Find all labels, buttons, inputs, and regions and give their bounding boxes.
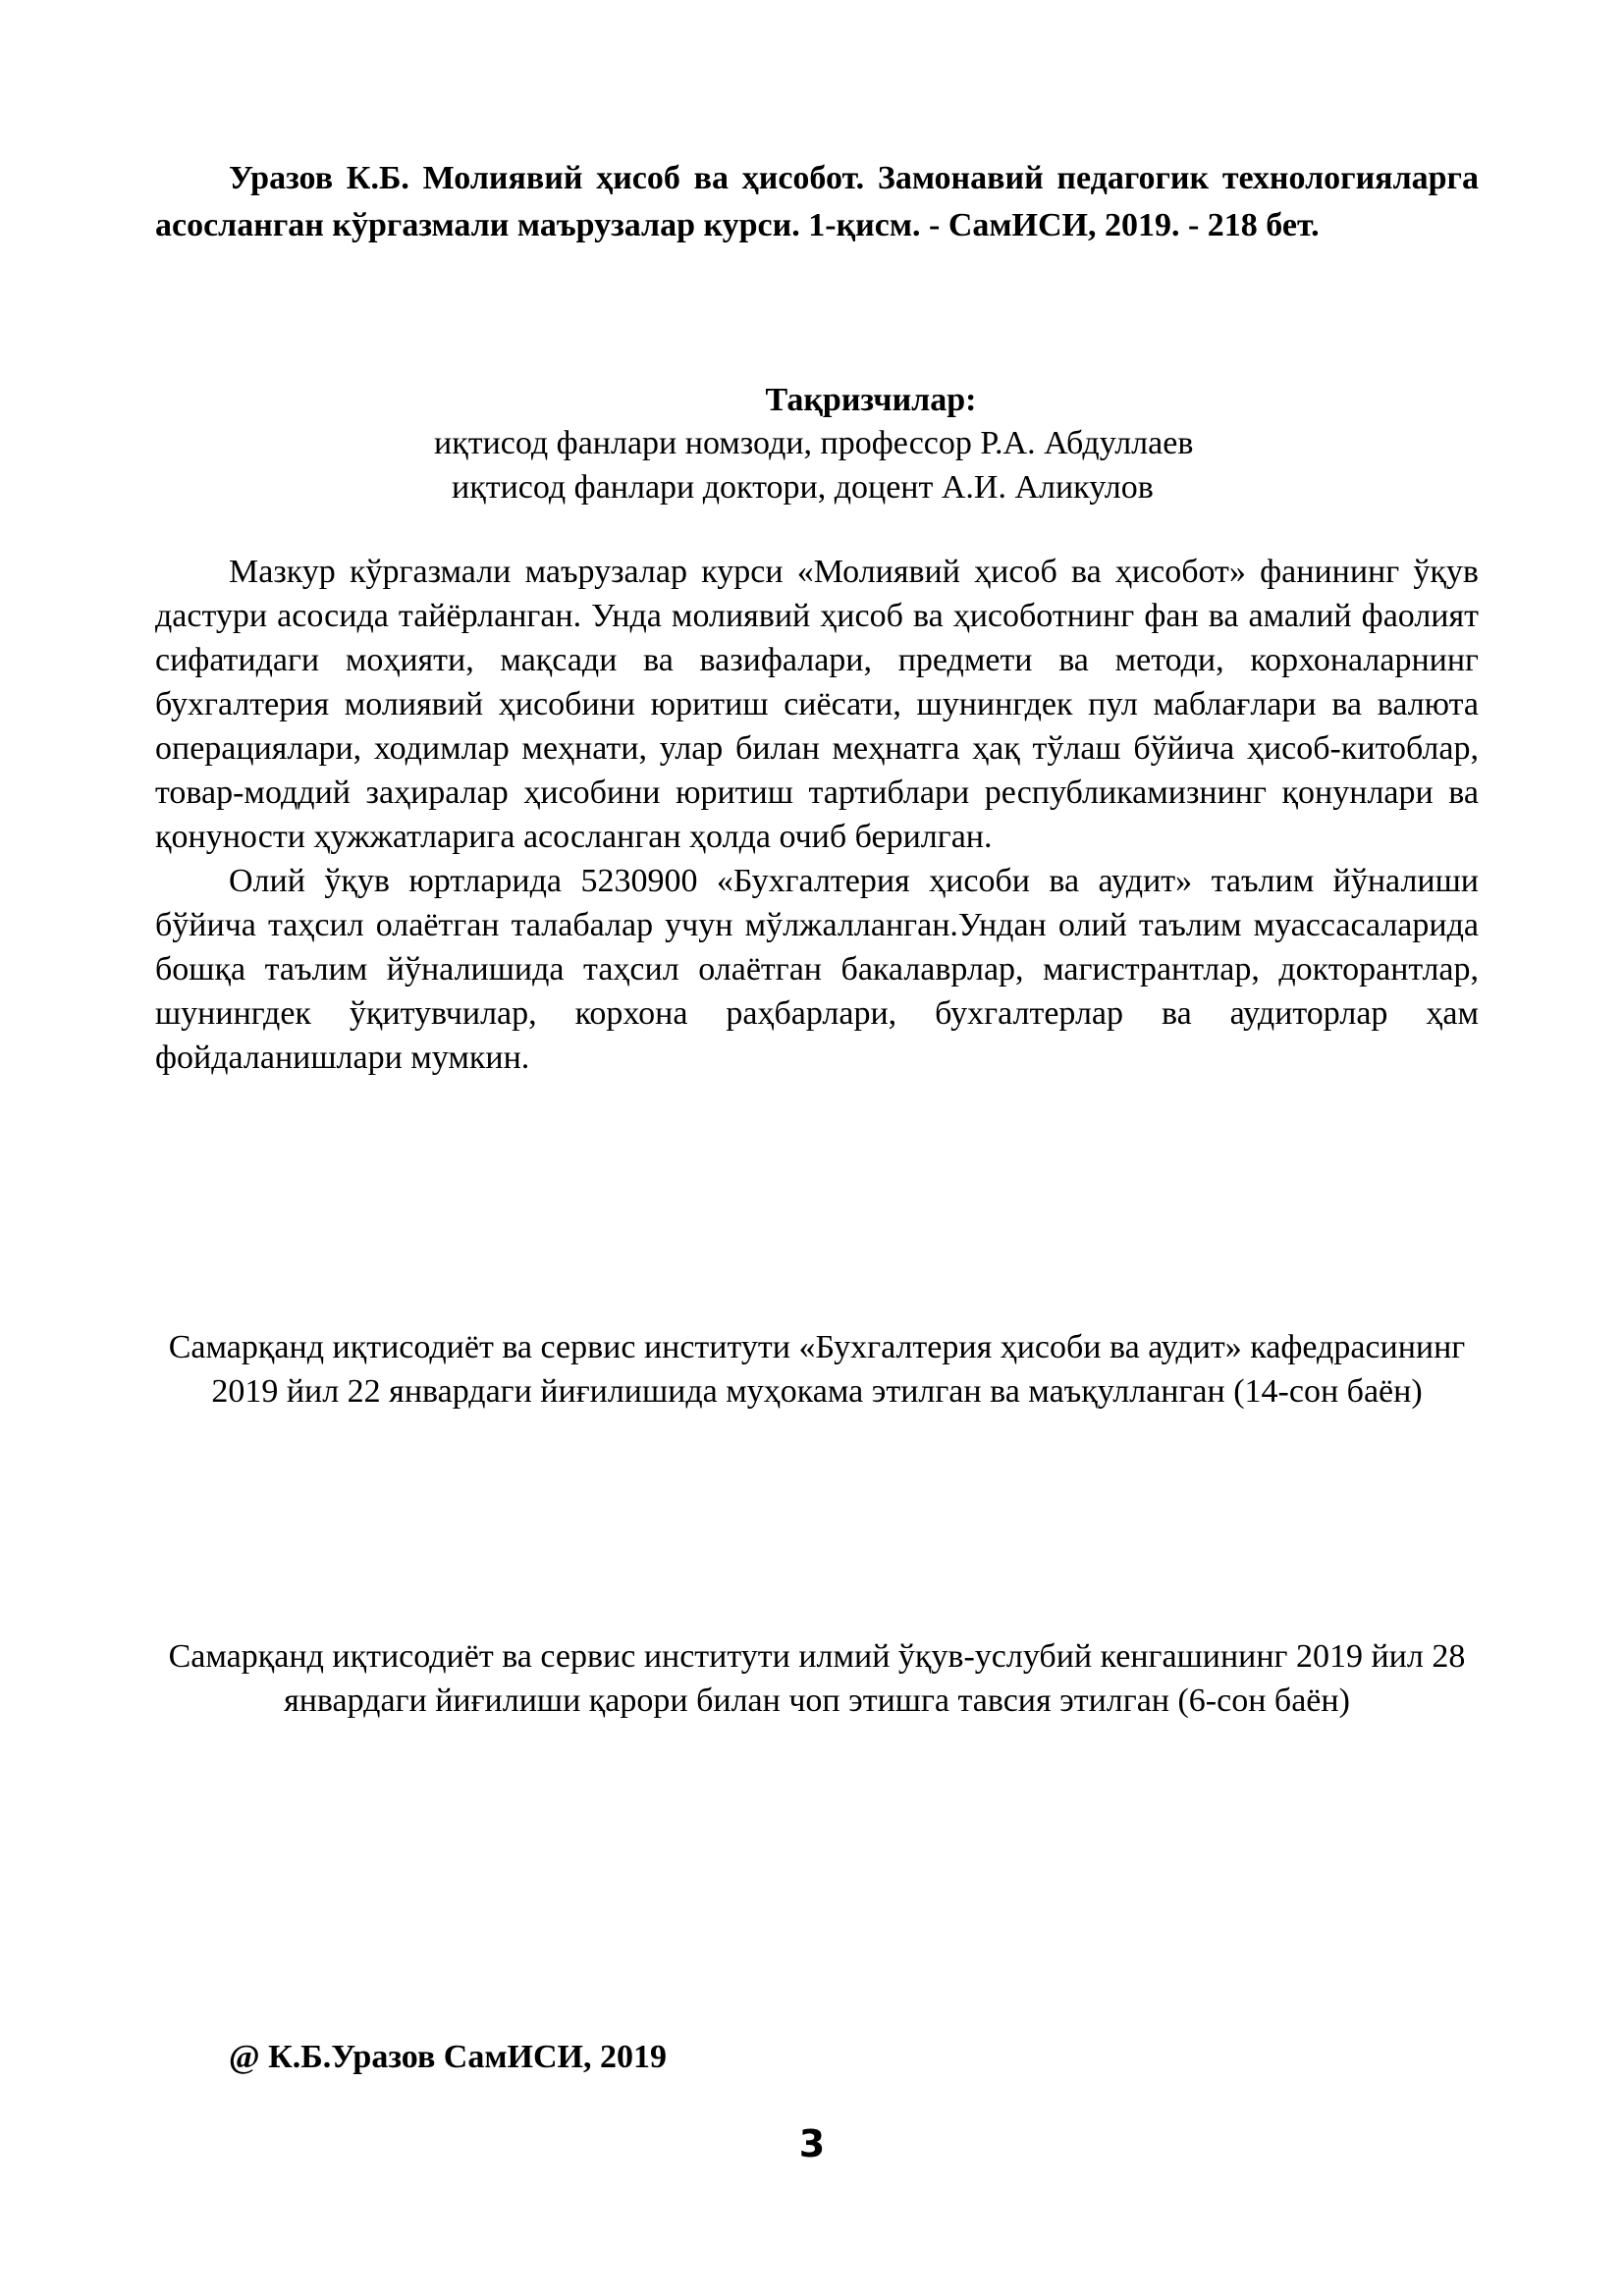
abstract-paragraph-2: Олий ўқув юртларида 5230900 «Бухгалтерия ҳисоби ва аудит» таълим йўналиши бўйича таҳсил олаётган талабалар учун мўлжалланган.Ундан олий таълим муассасаларида бошқа таълим йўналишида таҳсил олаётган бакалаврлар, магистрантлар, докторантлар, шунингдек ўқитувчилар, корхона раҳбарлари, бухгалтерлар ва аудиторлар ҳам фойдаланишлари мумкин. xyxy=(155,863,1479,1076)
page-number: 3 xyxy=(798,2122,826,2165)
abstract-section xyxy=(155,550,1479,1080)
reviewer-2: иқтисод фанлари доктори, доцент А.И. Аликулов xyxy=(452,469,1154,506)
reviewer-1: иқтисод фанлари номзоди, профессор Р.А. Абдуллаев xyxy=(434,425,1194,461)
bibliographic-citation: Уразов К.Б. Молиявий ҳисоб ва ҳисобот. Замонавий педагогик технологияларга асосланган кўргазмали маърузалар курси. 1-қисм. - СамИСИ, 2019. - 218 бет. xyxy=(155,160,1479,243)
abstract-paragraph-1: Мазкур кўргазмали маърузалар курси «Молиявий ҳисоб ва ҳисобот» фанининг ўқув дастури асосида тайёрланган. Унда молиявий ҳисоб ва ҳисоботнинг фан ва амалий фаолият сифатидаги моҳияти, мақсади ва вазифалари, предмети ва методи, корхоналарнинг бухгалтерия молиявий ҳисобини юритиш сиёсати, шунингдек пул маблағлари ва валюта операциялари, ходимлар меҳнати, улар билан меҳнатга ҳақ тўлаш бўйича ҳисоб-китоблар, товар-моддий заҳиралар ҳисобини юритиш тартиблари республикамизнинг қонунлари ва қонуности ҳужжатларига асосланган ҳолда очиб берилган. xyxy=(155,554,1479,855)
department-approval-note: Самарқанд иқтисодиёт ва сервис институти «Бухгалтерия ҳисоби ва аудит» кафедрасининг 2019 йил 22 январдаги йиғилишида муҳокама этилган ва маъқулланган (14-сон баён) xyxy=(168,1329,1466,1410)
copyright-notice: @ К.Б.Уразов СамИСИ, 2019 xyxy=(229,2039,667,2075)
reviewers-heading: Тақризчилар: xyxy=(765,382,977,418)
council-approval-note: Самарқанд иқтисодиёт ва сервис институти илмий ўқув-услубий кенгашининг 2019 йил 28 январдаги йиғилиши қарори билан чоп этишга тавсия этилган (6-сон баён) xyxy=(168,1638,1466,1719)
